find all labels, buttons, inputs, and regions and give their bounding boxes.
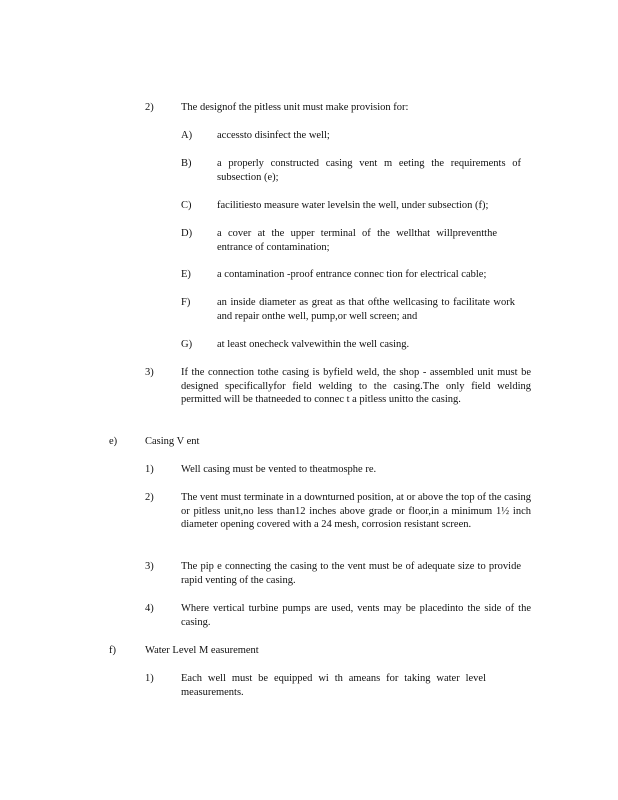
subitem-text: a cover at the upper terminal of the wellthat willpreventthe entrance of contamination; — [217, 228, 497, 253]
item-text: The pip e connecting the casing to the vent must be of adequate size to provide rapid venting of the casing. — [181, 561, 521, 586]
subitem-marker: B) — [181, 158, 192, 169]
item-marker: 1) — [145, 673, 154, 684]
item-text: If the connection tothe casing is byfield weld, the shop - assembled unit must be designed specificallyfor field welding to the casing.The only field welding permitted will be thatneeded to connec t a pitless unitto the casing. — [181, 367, 531, 405]
item-text: The designof the pitless unit must make provision for: — [181, 102, 409, 113]
section-heading: Water Level M easurement — [145, 645, 259, 656]
item-marker: 1) — [145, 464, 154, 475]
item-marker: 2) — [145, 492, 154, 503]
subitem-text: an inside diameter as great as that ofthe wellcasing to facilitate work and repair onthe well, pump,or well screen; and — [217, 297, 515, 322]
subitem-marker: G) — [181, 339, 193, 350]
section-marker: f) — [109, 645, 116, 656]
item-marker: 3) — [145, 561, 154, 572]
item-text: Where vertical turbine pumps are used, vents may be placedinto the side of the casing. — [181, 603, 531, 628]
subitem-text: accessto disinfect the well; — [217, 130, 330, 141]
section-marker: e) — [109, 436, 118, 447]
item-marker: 4) — [145, 603, 154, 614]
item-text: Well casing must be vented to theatmosphe re. — [181, 464, 377, 475]
subitem-text: a contamination -proof entrance connec tion for electrical cable; — [217, 269, 487, 280]
subitem-text: at least onecheck valvewithin the well casing. — [217, 339, 410, 350]
section-heading: Casing V ent — [145, 436, 200, 447]
item-marker: 3) — [145, 367, 154, 378]
subitem-marker: D) — [181, 228, 193, 239]
subitem-marker: E) — [181, 269, 191, 280]
item-text: Each well must be equipped wi th ameans for taking water level measurements. — [181, 673, 486, 698]
subitem-marker: A) — [181, 130, 193, 141]
item-text: The vent must terminate in a downturned position, at or above the top of the casing or pitless unit,no less than12 inches above grade or floor,in a minimum 1½ inch diameter opening covered with a 24 mesh, corrosion resistant screen. — [181, 492, 531, 530]
subitem-marker: C) — [181, 200, 192, 211]
subitem-text: facilitiesto measure water levelsin the well, under subsection (f); — [217, 200, 489, 211]
item-marker: 2) — [145, 102, 154, 113]
subitem-text: a properly constructed casing vent m eeting the requirements of subsection (e); — [217, 158, 521, 183]
subitem-marker: F) — [181, 297, 191, 308]
